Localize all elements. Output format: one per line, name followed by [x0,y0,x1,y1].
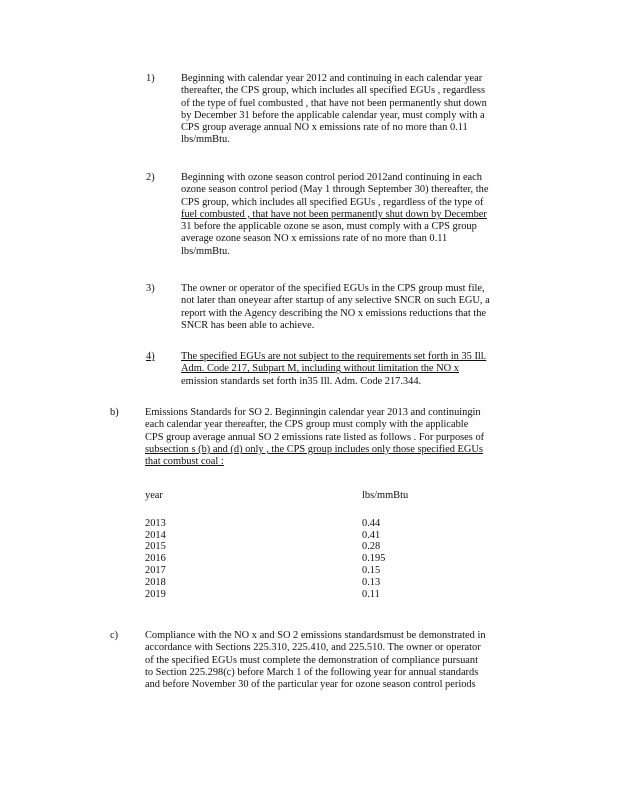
text-line: 31 before the applicable ozone se ason, must comply with a CPS group [181,221,477,233]
text-line: The owner or operator of the specified EGUs in the CPS group must file, [181,283,485,294]
item-3-label: 3) [146,283,155,294]
item-b-label: b) [110,407,119,418]
table-header-row [145,490,408,502]
table-row [145,530,408,542]
table-cell-year: 2014 [145,529,166,541]
text-line: average ozone season NO x emissions rate of no more than 0.11 [181,233,448,245]
table-header-rate: lbs/mmBtu [362,490,409,501]
item-2-paragraph [181,172,536,258]
text-line: CPS group, which includes all specified EGUs , regardless of the type of [181,196,484,208]
table-cell-year: 2015 [145,541,166,553]
text-line: to Section 225.298(c) before March 1 of the following year for annual standards [145,666,479,678]
text-line: each calendar year thereafter, the CPS group must comply with the applicable [145,419,469,431]
so2-rate-table [145,490,408,600]
table-cell-rate: 0.15 [362,564,381,576]
table-row [145,589,408,601]
item-b-paragraph [145,407,537,468]
item-4-label: 4) [146,351,155,362]
item-2-label: 2) [146,172,155,183]
text-line: by December 31 before the applicable calendar year, must comply with a [181,109,485,121]
text-line: The specified EGUs are not subject to the requirements set forth in 35 Ill. [181,351,487,362]
table-row [145,565,408,577]
text-line: lbs/mmBtu. [181,134,230,146]
text-line: CPS group average annual SO 2 emissions rate listed as follows . For purposes of [145,431,485,443]
table-row [145,518,408,530]
item-c-label: c) [110,630,119,641]
text-line: Emissions Standards for SO 2. Beginningin calendar year 2013 and continuingin [145,407,481,418]
text-line: SNCR has been able to achieve. [181,319,315,331]
table-cell-year: 2018 [145,576,166,588]
table-cell-rate: 0.195 [362,553,386,565]
item-c-paragraph [145,630,537,691]
table-cell-year: 2013 [145,517,166,529]
item-3-paragraph [181,283,536,332]
table-header-year: year [145,490,163,501]
text-line: and before November 30 of the particular year for ozone season control periods [145,679,476,691]
text-line: that combust coal : [145,456,224,468]
table-row [145,577,408,589]
table-cell-year: 2016 [145,553,166,565]
table-cell-rate: 0.13 [362,576,381,588]
text-line: lbs/mmBtu. [181,245,230,257]
table-cell-rate: 0.41 [362,529,381,541]
text-line: emission standards set forth in35 Ill. Adm. Code 217.344. [181,375,422,387]
text-line: ozone season control period (May 1 through September 30) thereafter, the [181,184,489,196]
item-4-paragraph [181,351,536,388]
table-cell-year: 2017 [145,564,166,576]
text-line: of the type of fuel combusted , that have not been permanently shut down [181,97,487,109]
text-line: CPS group average annual NO x emissions rate of no more than 0.11 [181,122,468,134]
text-line: accordance with Sections 225.310, 225.410, and 225.510. The owner or operator [145,642,481,654]
item-1-paragraph [181,73,536,147]
table-cell-rate: 0.44 [362,517,381,529]
text-line: Compliance with the NO x and SO 2 emissions standardsmust be demonstrated in [145,630,486,641]
text-line: not later than oneyear after startup of any selective SNCR on such EGU, a [181,295,490,307]
text-line: subsection s (b) and (d) only , the CPS group includes only those specified EGUs [145,443,483,455]
text-line: report with the Agency describing the NO x emissions reductions that the [181,307,487,319]
item-1-label: 1) [146,73,155,84]
table-cell-rate: 0.11 [362,588,380,600]
text-line: Adm. Code 217, Subpart M, including without limitation the NO x [181,363,459,375]
text-line: Beginning with calendar year 2012 and continuing in each calendar year [181,73,483,84]
table-cell-rate: 0.28 [362,541,381,553]
text-line: of the specified EGUs must complete the demonstration of compliance pursuant [145,654,478,666]
table-row [145,541,408,553]
table-row [145,553,408,565]
text-line: Beginning with ozone season control period 2012and continuing in each [181,172,482,183]
text-line: fuel combusted , that have not been permanently shut down by December [181,208,487,220]
table-cell-year: 2019 [145,588,166,600]
text-line: thereafter, the CPS group, which includes all specified EGUs , regardless [181,85,486,97]
